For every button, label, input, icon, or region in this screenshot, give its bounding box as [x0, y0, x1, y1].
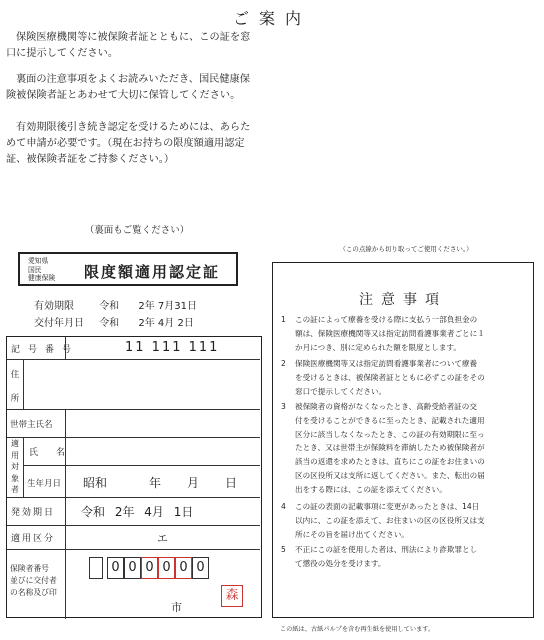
notes-box	[272, 262, 534, 618]
note-item-1	[281, 313, 529, 354]
effective-value: 令和 2年 4月 1日	[81, 505, 194, 519]
notice-line: 有効期限後引き続き認定を受けるためには、あらた	[16, 122, 251, 133]
insurer-digit	[89, 557, 103, 579]
insurer-label-line: 並びに交付者	[10, 576, 57, 585]
notice-title: ご案内	[232, 9, 311, 28]
note-line: 所にその旨を届け出てください。	[295, 529, 409, 539]
recycled-paper-note: この紙は、古紙パルプを含む再生紙を使用しています。	[280, 626, 435, 633]
notes-title: 注意事項	[359, 292, 447, 308]
valid-until-line	[34, 297, 197, 312]
issuer-line: 愛知県	[28, 257, 49, 265]
note-line: この証の表面の記載事項に変更があったときは、14日	[295, 502, 480, 511]
subject-label	[10, 438, 20, 496]
insurer-label-line: の名称及び印	[10, 588, 57, 597]
note-line: たとき、又は世帯主が保険料を滞納したため被保険者が	[295, 443, 485, 453]
notice-line: 証、被保険者証をご持参ください。）	[6, 154, 175, 165]
address-label	[10, 369, 20, 405]
category-value: エ	[157, 532, 168, 545]
certificate-title: 限度額適用認定証	[84, 263, 221, 281]
note-line: 窓口で提示してください。	[295, 386, 387, 396]
valid-until-era: 令和	[99, 301, 120, 312]
note-line: 区の区役所又は支所に返してください。また、転出の届	[295, 470, 485, 480]
birthday-year: 年	[149, 476, 162, 490]
note-item-3	[281, 400, 529, 497]
note-line: 以内に、この証を添えて、お住まいの区の区役所又は支	[295, 515, 485, 525]
insurer-label	[10, 563, 57, 599]
issued-on-label: 交付年月日	[34, 318, 84, 329]
note-line: を受けるときは、被保険者証とともに必ずこの証をその	[295, 372, 485, 382]
official-seal: 森	[221, 585, 243, 607]
subject-label-char: 対	[11, 462, 19, 471]
notice-line: 険被保険者証とあわせて大切に保管してください。	[6, 90, 241, 101]
note-number: 5	[281, 545, 286, 554]
note-line: て懲役の処分を受けます。	[295, 558, 386, 568]
notice-line: 口に提示してください。	[6, 48, 119, 59]
note-item-2	[281, 357, 529, 398]
note-line: 該当の返還を求めたときは、直ちにこの証をお住まいの	[295, 457, 485, 467]
insurer-digit: 0	[192, 557, 209, 579]
certificate-table	[6, 336, 262, 618]
insurer-digit: 0	[158, 557, 175, 579]
note-line: 付を受けることができるに至ったとき、記載された適用	[295, 415, 485, 425]
certificate-header	[18, 252, 238, 286]
note-number: 3	[281, 402, 286, 411]
symbol-number-label: 記号番号	[11, 345, 80, 355]
birthday-month: 月	[187, 476, 200, 490]
note-line: 保険医療機関等又は指定訪問看護事業者について療養	[295, 359, 478, 368]
tear-line-note: （この点線から切り取ってご使用ください。）	[339, 245, 473, 253]
birthday-label: 生年月日	[27, 479, 62, 489]
notice-paragraph-1	[6, 30, 268, 62]
subject-label-char: 者	[11, 485, 19, 494]
see-back-note: （裏面もご覧ください）	[84, 225, 190, 236]
householder-label: 世帯主氏名	[10, 420, 53, 430]
note-line: か月につき、別に定められた額を限度とします。	[295, 342, 461, 352]
issued-on-date: 2年 4月 2日	[138, 318, 194, 329]
notice-paragraph-2	[6, 72, 268, 104]
insurer-label-line: 保険者番号	[10, 564, 49, 573]
insurer-digit: 0	[141, 557, 158, 579]
insurer-digit: 0	[124, 557, 141, 579]
valid-until-label: 有効期限	[34, 301, 74, 312]
issuer-line: 国民	[28, 265, 42, 274]
issuer-label	[28, 257, 55, 283]
note-line: 出をする際には、この証を添えてください。	[295, 484, 447, 494]
insurer-city: 市	[171, 601, 182, 614]
subject-label-char: 用	[11, 450, 19, 460]
note-line: 額は、保険医療機関等又は指定訪問看護事業者ごとに１	[295, 328, 485, 338]
issued-on-line	[34, 314, 194, 329]
name-label: 氏名	[29, 448, 84, 458]
notice-paragraph-3	[6, 120, 268, 168]
address-label-char: 所	[10, 394, 20, 404]
note-line: この証によって療養を受ける際に支払う一部負担金の	[295, 315, 478, 324]
note-item-4	[281, 500, 529, 541]
symbol-number-value: 11 111 111	[125, 340, 220, 355]
note-line: 不正にこの証を使用した者は、刑法により詐欺罪とし	[295, 545, 478, 554]
note-number: 4	[281, 502, 286, 511]
category-label: 適用区分	[11, 534, 56, 544]
note-line: 被保険者の資格がなくなったとき、高齢受給者証の交	[295, 402, 477, 411]
notice-line: 保険医療機関等に被保険者証とともに、この証を窓	[16, 32, 251, 43]
subject-label-char: 適	[11, 439, 19, 448]
address-label-char: 住	[10, 370, 20, 380]
issued-on-era: 令和	[99, 318, 120, 329]
effective-label: 発効期日	[11, 508, 56, 518]
note-number: 2	[281, 359, 286, 368]
insurer-number-boxes	[89, 557, 217, 579]
notice-line: めて申請が必要です。（現在お持ちの限度額適用認定	[6, 138, 245, 149]
note-item-5	[281, 543, 529, 571]
subject-label-char: 象	[11, 473, 19, 483]
birthday-era: 昭和	[83, 476, 108, 490]
note-number: 1	[281, 315, 286, 324]
note-line: 区分に該当しなくなったとき、この証の有効期限に至っ	[295, 429, 485, 439]
birthday-day: 日	[225, 476, 238, 490]
notice-line: 裏面の注意事項をよくお読みいただき、国民健康保	[16, 74, 250, 85]
insurer-digit: 0	[107, 557, 124, 579]
issuer-line: 健康保険	[28, 274, 56, 282]
insurer-digit: 0	[175, 557, 192, 579]
valid-until-date: 2年 7月31日	[138, 301, 198, 312]
